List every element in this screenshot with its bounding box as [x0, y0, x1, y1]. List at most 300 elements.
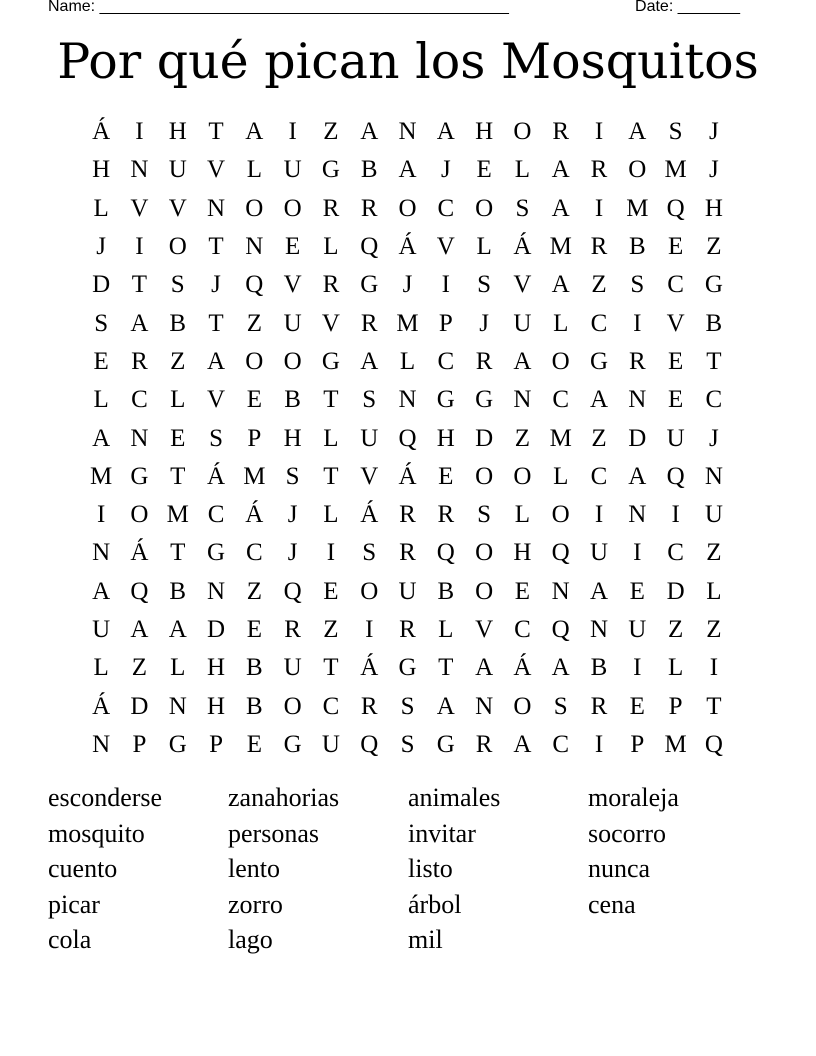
- grid-letter: T: [208, 309, 224, 337]
- grid-letter: V: [436, 233, 455, 261]
- grid-letter: C: [437, 194, 455, 222]
- grid-letter: L: [553, 462, 569, 490]
- grid-letter: J: [709, 118, 719, 146]
- grid-letter: H: [207, 692, 226, 720]
- grid-letter: R: [360, 194, 378, 222]
- grid-letter: S: [209, 424, 223, 452]
- grid-letter: H: [436, 424, 455, 452]
- grid-letter: S: [362, 386, 377, 414]
- grid-letter: T: [323, 462, 339, 490]
- grid-letter: U: [283, 156, 302, 184]
- grid-letter: N: [628, 501, 647, 529]
- grid-letter: G: [704, 271, 723, 299]
- grid-letter: J: [287, 539, 298, 567]
- grid-row: [82, 419, 733, 457]
- grid-letter: N: [589, 616, 609, 643]
- grid-letter: D: [666, 577, 685, 605]
- grid-letter: P: [630, 730, 645, 758]
- grid-letter: U: [398, 577, 417, 605]
- grid-letter: R: [360, 309, 378, 337]
- grid-letter: L: [553, 309, 569, 337]
- grid-letter: C: [514, 616, 531, 643]
- grid-letter: B: [169, 577, 187, 605]
- grid-letter: Á: [207, 462, 226, 490]
- grid-row: [82, 687, 733, 725]
- word-list-item: picar: [48, 889, 100, 919]
- grid-letter: R: [590, 233, 608, 261]
- grid-letter: T: [706, 347, 722, 375]
- grid-letter: N: [475, 692, 494, 720]
- word-list-item: árbol: [408, 889, 462, 919]
- grid-letter: P: [209, 730, 223, 758]
- grid-letter: E: [93, 347, 109, 375]
- grid-letter: I: [633, 309, 642, 337]
- grid-letter: E: [246, 616, 262, 643]
- grid-letter: E: [438, 462, 454, 490]
- grid-letter: Q: [551, 539, 570, 567]
- grid-letter: M: [664, 730, 687, 758]
- grid-letter: E: [667, 233, 684, 261]
- grid-letter: C: [705, 386, 723, 414]
- grid-letter: T: [323, 654, 339, 682]
- grid-letter: G: [168, 730, 187, 758]
- grid-letter: R: [399, 501, 416, 529]
- word-list-item: lago: [228, 925, 273, 954]
- grid-letter: Á: [92, 692, 111, 720]
- grid-letter: O: [475, 577, 494, 605]
- page-title: Por qué pican los Mosquitos: [57, 33, 759, 90]
- grid-letter: A: [398, 156, 417, 184]
- grid-letter: H: [513, 539, 532, 567]
- grid-letter: C: [552, 730, 570, 758]
- grid-letter: J: [479, 309, 489, 337]
- grid-letter: I: [96, 501, 106, 529]
- grid-letter: Z: [514, 424, 531, 452]
- grid-letter: A: [551, 194, 570, 222]
- grid-letter: U: [360, 424, 379, 452]
- grid-row: [82, 228, 733, 266]
- grid-letter: B: [284, 386, 301, 414]
- grid-letter: R: [360, 692, 378, 720]
- grid-letter: O: [245, 347, 264, 375]
- grid-letter: O: [283, 194, 302, 222]
- grid-letter: Z: [706, 233, 722, 261]
- grid-letter: G: [589, 347, 609, 375]
- grid-letter: C: [437, 347, 455, 375]
- grid-letter: G: [321, 156, 340, 184]
- grid-letter: I: [633, 654, 642, 682]
- grid-row: [82, 304, 733, 342]
- grid-letter: R: [399, 539, 416, 567]
- grid-letter: T: [208, 118, 224, 146]
- grid-letter: N: [398, 386, 417, 414]
- grid-letter: R: [475, 347, 493, 375]
- grid-letter: J: [287, 501, 298, 529]
- grid-letter: Á: [360, 654, 379, 682]
- grid-letter: Q: [245, 271, 264, 299]
- grid-letter: O: [283, 692, 302, 720]
- grid-letter: Z: [246, 309, 262, 337]
- grid-letter: I: [326, 539, 336, 567]
- grid-letter: L: [246, 156, 262, 184]
- grid-letter: Z: [591, 424, 607, 452]
- grid-row: [82, 266, 733, 304]
- word-list-item: personas: [228, 818, 319, 848]
- grid-letter: N: [207, 194, 226, 222]
- grid-letter: L: [399, 347, 416, 375]
- grid-letter: Q: [130, 577, 149, 605]
- grid-letter: Q: [704, 730, 723, 758]
- grid-letter: V: [207, 386, 226, 414]
- grid-letter: O: [551, 501, 570, 529]
- grid-letter: S: [170, 271, 185, 299]
- grid-row: [82, 381, 733, 419]
- grid-letter: Á: [398, 233, 417, 261]
- grid-letter: B: [590, 654, 608, 682]
- grid-letter: P: [132, 730, 147, 758]
- grid-letter: M: [396, 309, 419, 337]
- grid-letter: V: [168, 194, 187, 222]
- grid-letter: N: [92, 730, 111, 758]
- grid-letter: I: [594, 730, 604, 758]
- grid-letter: E: [323, 577, 339, 605]
- grid-letter: O: [475, 539, 494, 567]
- word-list-item: lento: [228, 854, 280, 883]
- grid-letter: Z: [706, 616, 722, 643]
- grid-letter: L: [438, 616, 454, 643]
- grid-letter: O: [513, 118, 532, 146]
- grid-letter: J: [96, 233, 107, 261]
- grid-letter: U: [92, 616, 111, 643]
- grid-letter: M: [626, 194, 649, 222]
- grid-letter: R: [628, 347, 646, 375]
- word-list-item: cola: [48, 925, 92, 954]
- grid-letter: Z: [591, 271, 607, 299]
- word-list-item: listo: [408, 854, 453, 883]
- grid-letter: Z: [667, 616, 684, 643]
- grid-letter: A: [130, 616, 149, 643]
- word-list-item: animales: [408, 783, 501, 812]
- grid-letter: C: [245, 539, 263, 567]
- grid-letter: H: [283, 424, 302, 452]
- grid-letter: E: [629, 692, 645, 720]
- date-field-label: Date: _______: [635, 0, 740, 15]
- grid-letter: T: [438, 654, 454, 682]
- grid-letter: S: [400, 730, 415, 758]
- grid-letter: U: [666, 424, 685, 452]
- grid-letter: S: [553, 692, 568, 720]
- grid-letter: B: [628, 233, 646, 261]
- grid-letter: I: [594, 118, 604, 146]
- grid-letter: O: [245, 194, 264, 222]
- grid-letter: M: [549, 424, 572, 452]
- word-list: [48, 780, 768, 958]
- grid-letter: D: [628, 424, 647, 452]
- grid-letter: A: [513, 347, 532, 375]
- grid-letter: L: [170, 654, 186, 682]
- grid-letter: U: [283, 654, 302, 682]
- grid-letter: V: [513, 271, 532, 299]
- grid-letter: B: [705, 309, 723, 337]
- grid-letter: N: [168, 692, 187, 720]
- grid-letter: N: [513, 386, 532, 414]
- grid-letter: I: [671, 501, 680, 529]
- grid-letter: J: [709, 156, 719, 184]
- grid-letter: L: [323, 424, 339, 452]
- word-list-item: esconderse: [48, 783, 163, 812]
- word-list-item: nunca: [588, 854, 651, 883]
- grid-letter: I: [135, 233, 144, 261]
- grid-letter: J: [709, 424, 719, 452]
- grid-letter: B: [245, 692, 263, 720]
- grid-letter: C: [322, 692, 340, 720]
- grid-letter: O: [475, 462, 494, 490]
- grid-letter: Q: [360, 730, 379, 758]
- grid-letter: M: [243, 462, 266, 490]
- grid-letter: A: [360, 347, 379, 375]
- grid-letter: G: [436, 386, 455, 414]
- grid-letter: R: [437, 501, 455, 529]
- grid-letter: N: [704, 462, 723, 490]
- grid-letter: G: [436, 730, 455, 758]
- grid-letter: V: [207, 156, 226, 184]
- grid-letter: A: [589, 386, 609, 414]
- grid-letter: B: [437, 577, 455, 605]
- grid-letter: N: [628, 386, 647, 414]
- grid-letter: I: [709, 654, 719, 682]
- grid-letter: L: [667, 654, 684, 682]
- grid-letter: U: [704, 501, 723, 529]
- grid-letter: O: [168, 233, 187, 261]
- grid-letter: A: [551, 271, 570, 299]
- grid-letter: E: [667, 347, 684, 375]
- grid-letter: E: [170, 424, 186, 452]
- grid-letter: L: [323, 501, 339, 529]
- grid-letter: A: [245, 118, 264, 146]
- grid-letter: Q: [398, 424, 417, 452]
- grid-letter: M: [664, 156, 687, 184]
- grid-letter: T: [170, 462, 186, 490]
- grid-letter: L: [514, 156, 531, 184]
- grid-letter: I: [365, 616, 374, 643]
- grid-letter: C: [590, 462, 608, 490]
- word-list-item: cena: [588, 889, 636, 919]
- grid-letter: S: [668, 118, 683, 146]
- grid-letter: V: [360, 462, 379, 490]
- grid-letter: O: [475, 194, 494, 222]
- grid-letter: G: [360, 271, 379, 299]
- word-list-item: cuento: [48, 854, 118, 883]
- grid-letter: S: [515, 194, 530, 222]
- grid-letter: V: [321, 309, 340, 337]
- grid-letter: Á: [130, 539, 149, 567]
- grid-letter: P: [668, 692, 683, 720]
- grid-letter: E: [246, 730, 262, 758]
- grid-letter: C: [667, 539, 684, 567]
- grid-letter: H: [92, 156, 111, 184]
- grid-letter: N: [551, 577, 570, 605]
- grid-letter: E: [667, 386, 684, 414]
- grid-letter: I: [594, 194, 604, 222]
- grid-letter: A: [92, 577, 111, 605]
- grid-letter: A: [628, 462, 647, 490]
- grid-letter: T: [323, 386, 339, 414]
- grid-letter: Á: [360, 501, 379, 529]
- grid-row: [82, 611, 733, 649]
- grid-letter: D: [130, 692, 149, 720]
- grid-letter: S: [94, 309, 109, 337]
- grid-letter: Á: [398, 462, 417, 490]
- grid-letter: D: [207, 616, 226, 643]
- grid-letter: M: [90, 462, 113, 490]
- grid-letter: L: [93, 386, 109, 414]
- grid-row: [82, 190, 733, 228]
- grid-letter: Z: [131, 654, 148, 682]
- grid-letter: L: [706, 577, 722, 605]
- grid-letter: S: [400, 692, 415, 720]
- grid-letter: R: [399, 616, 416, 643]
- grid-row: [82, 343, 733, 381]
- grid-letter: Q: [283, 577, 302, 605]
- grid-letter: G: [475, 386, 494, 414]
- grid-letter: Á: [245, 501, 264, 529]
- grid-letter: Z: [323, 118, 339, 146]
- grid-letter: I: [135, 118, 144, 146]
- grid-letter: I: [288, 118, 297, 146]
- grid-row: [82, 151, 733, 189]
- word-search-grid: [82, 113, 733, 764]
- grid-letter: G: [398, 654, 417, 682]
- grid-letter: B: [169, 309, 187, 337]
- grid-letter: S: [285, 462, 300, 490]
- grid-letter: A: [207, 347, 226, 375]
- grid-letter: V: [666, 309, 685, 337]
- grid-letter: H: [168, 118, 187, 146]
- grid-letter: L: [514, 501, 531, 529]
- grid-letter: G: [321, 347, 340, 375]
- grid-row: [82, 726, 733, 764]
- grid-letter: A: [436, 118, 455, 146]
- grid-letter: V: [130, 194, 149, 222]
- grid-letter: U: [321, 730, 340, 758]
- grid-letter: N: [92, 539, 111, 567]
- grid-letter: B: [360, 156, 378, 184]
- grid-letter: T: [131, 271, 148, 299]
- grid-letter: O: [513, 692, 532, 720]
- worksheet-header: [48, 0, 740, 18]
- grid-letter: Z: [246, 577, 262, 605]
- grid-letter: A: [513, 730, 532, 758]
- grid-letter: E: [284, 233, 301, 261]
- grid-letter: A: [436, 692, 455, 720]
- grid-letter: Q: [551, 616, 570, 643]
- grid-row: [82, 649, 733, 687]
- word-list-item: zorro: [228, 889, 283, 919]
- grid-letter: S: [477, 271, 492, 299]
- grid-letter: O: [130, 501, 149, 529]
- grid-letter: J: [211, 271, 221, 299]
- grid-letter: Á: [513, 654, 532, 682]
- name-field-label: Name: ______________________________________________: [48, 0, 509, 15]
- grid-letter: E: [476, 156, 492, 184]
- word-list-item: invitar: [408, 818, 476, 848]
- grid-letter: A: [130, 309, 149, 337]
- grid-letter: R: [475, 730, 493, 758]
- grid-letter: M: [549, 233, 572, 261]
- grid-letter: N: [207, 577, 226, 605]
- grid-letter: Á: [92, 118, 111, 146]
- grid-letter: P: [247, 424, 262, 452]
- grid-letter: R: [322, 194, 340, 222]
- grid-letter: R: [552, 118, 570, 146]
- grid-letter: G: [130, 462, 149, 490]
- grid-letter: C: [131, 386, 148, 414]
- grid-letter: A: [551, 654, 570, 682]
- grid-letter: O: [283, 347, 302, 375]
- grid-letter: R: [131, 347, 148, 375]
- grid-letter: O: [513, 462, 532, 490]
- grid-letter: T: [706, 692, 722, 720]
- grid-letter: N: [130, 424, 149, 452]
- grid-letter: S: [477, 501, 492, 529]
- grid-letter: N: [398, 118, 417, 146]
- grid-letter: A: [92, 424, 111, 452]
- grid-letter: Q: [666, 194, 685, 222]
- grid-letter: H: [207, 654, 226, 682]
- grid-letter: Z: [706, 539, 722, 567]
- grid-letter: E: [246, 386, 262, 414]
- grid-letter: Q: [666, 462, 685, 490]
- grid-letter: R: [590, 156, 608, 184]
- grid-letter: B: [245, 654, 263, 682]
- grid-letter: T: [208, 233, 224, 261]
- grid-row: [82, 534, 733, 572]
- grid-row: [82, 458, 733, 496]
- grid-letter: A: [168, 616, 187, 643]
- grid-letter: D: [475, 424, 494, 452]
- grid-letter: C: [207, 501, 225, 529]
- grid-letter: I: [441, 271, 450, 299]
- grid-letter: A: [551, 156, 570, 184]
- word-list-item: zanahorias: [228, 783, 340, 812]
- grid-letter: L: [323, 233, 339, 261]
- grid-letter: J: [440, 156, 451, 184]
- grid-letter: H: [704, 194, 723, 222]
- grid-letter: S: [630, 271, 645, 299]
- grid-letter: G: [283, 730, 302, 758]
- grid-letter: O: [360, 577, 379, 605]
- grid-letter: N: [245, 233, 264, 261]
- grid-letter: C: [667, 271, 684, 299]
- grid-letter: V: [283, 271, 302, 299]
- grid-letter: L: [93, 654, 109, 682]
- grid-letter: D: [92, 271, 111, 299]
- grid-letter: P: [438, 309, 453, 337]
- word-list-item: socorro: [588, 818, 666, 848]
- word-list-item: mil: [408, 925, 443, 954]
- grid-letter: O: [628, 156, 647, 184]
- grid-letter: A: [475, 654, 494, 682]
- grid-letter: C: [590, 309, 608, 337]
- grid-letter: A: [628, 118, 647, 146]
- grid-letter: Q: [360, 233, 379, 261]
- grid-letter: U: [628, 616, 647, 643]
- grid-letter: N: [130, 156, 149, 184]
- grid-letter: O: [551, 347, 570, 375]
- word-list-item: moraleja: [588, 783, 679, 812]
- grid-letter: Z: [323, 616, 339, 643]
- grid-letter: Q: [436, 539, 455, 567]
